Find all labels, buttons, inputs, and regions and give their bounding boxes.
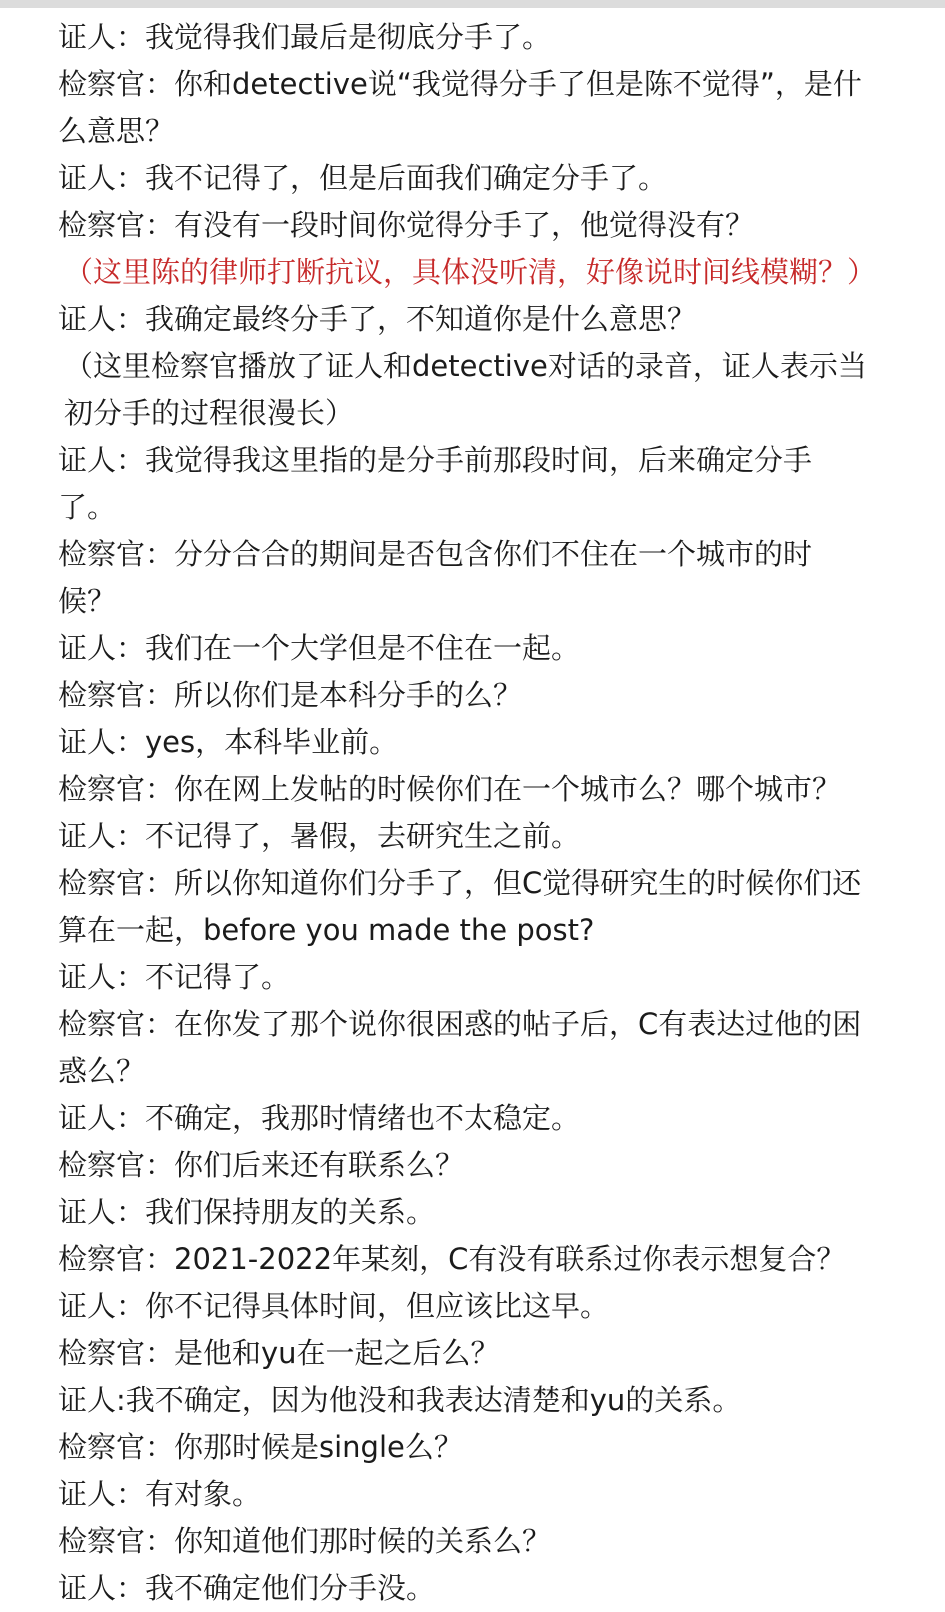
transcript-line: 检察官：分分合合的期间是否包含你们不住在一个城市的时候？ (58, 537, 813, 618)
transcript-line: 检察官：有没有一段时间你觉得分手了，他觉得没有？ (58, 208, 755, 242)
transcript-line: 证人：我确定最终分手了，不知道你是什么意思？ (58, 302, 697, 336)
transcript-line: 证人：我不记得了，但是后面我们确定分手了。 (58, 161, 668, 195)
transcript-line: 检察官：所以你们是本科分手的么？ (58, 678, 523, 712)
transcript-line: 证人：yes，本科毕业前。 (58, 725, 399, 759)
transcript-line: 证人：我不确定他们分手没。 (58, 1571, 436, 1605)
transcript-line: 证人:我不确定，因为他没和我表达清楚和yu的关系。 (58, 1383, 742, 1417)
transcript-line: 证人：我们保持朋友的关系。 (58, 1195, 436, 1229)
transcript-line: 检察官：你那时候是single么？ (58, 1430, 463, 1464)
transcript-line: 检察官：是他和yu在一起之后么？ (58, 1336, 500, 1370)
transcript-line: 检察官：所以你知道你们分手了，但C觉得研究生的时候你们还算在一起，before you made the post? (58, 866, 862, 947)
transcript-line: 证人：不记得了。 (58, 960, 291, 994)
top-edge-bar (0, 0, 945, 8)
annotation-note: （这里检察官播放了证人和detective对话的录音，证人表示当初分手的过程很漫长） (64, 349, 867, 430)
red-annotation-note: （这里陈的律师打断抗议，具体没听清，好像说时间线模糊？） (64, 255, 877, 289)
transcript-line: 证人：我们在一个大学但是不住在一起。 (58, 631, 581, 665)
transcript-line: 检察官：2021-2022年某刻，C有没有联系过你表示想复合？ (58, 1242, 846, 1276)
transcript-line: 证人：有对象。 (58, 1477, 262, 1511)
transcript-line: 检察官：你知道他们那时候的关系么？ (58, 1524, 552, 1558)
transcript-line: 证人：不确定，我那时情绪也不太稳定。 (58, 1101, 581, 1135)
transcript-line: 检察官：你和detective说“我觉得分手了但是陈不觉得”，是什么意思？ (58, 67, 862, 148)
transcript-line: 检察官：你在网上发帖的时候你们在一个城市么？哪个城市？ (58, 772, 842, 806)
transcript-line: 证人：你不记得具体时间，但应该比这早。 (58, 1289, 610, 1323)
transcript-line: 检察官：在你发了那个说你很困惑的帖子后，C有表达过他的困惑么？ (58, 1007, 862, 1088)
transcript-line: 证人：我觉得我这里指的是分手前那段时间，后来确定分手了。 (58, 443, 813, 524)
transcript-document (58, 14, 877, 1612)
transcript-line: 证人：我觉得我们最后是彻底分手了。 (58, 20, 552, 54)
transcript-line: 检察官：你们后来还有联系么？ (58, 1148, 465, 1182)
transcript-line: 证人：不记得了，暑假，去研究生之前。 (58, 819, 581, 853)
